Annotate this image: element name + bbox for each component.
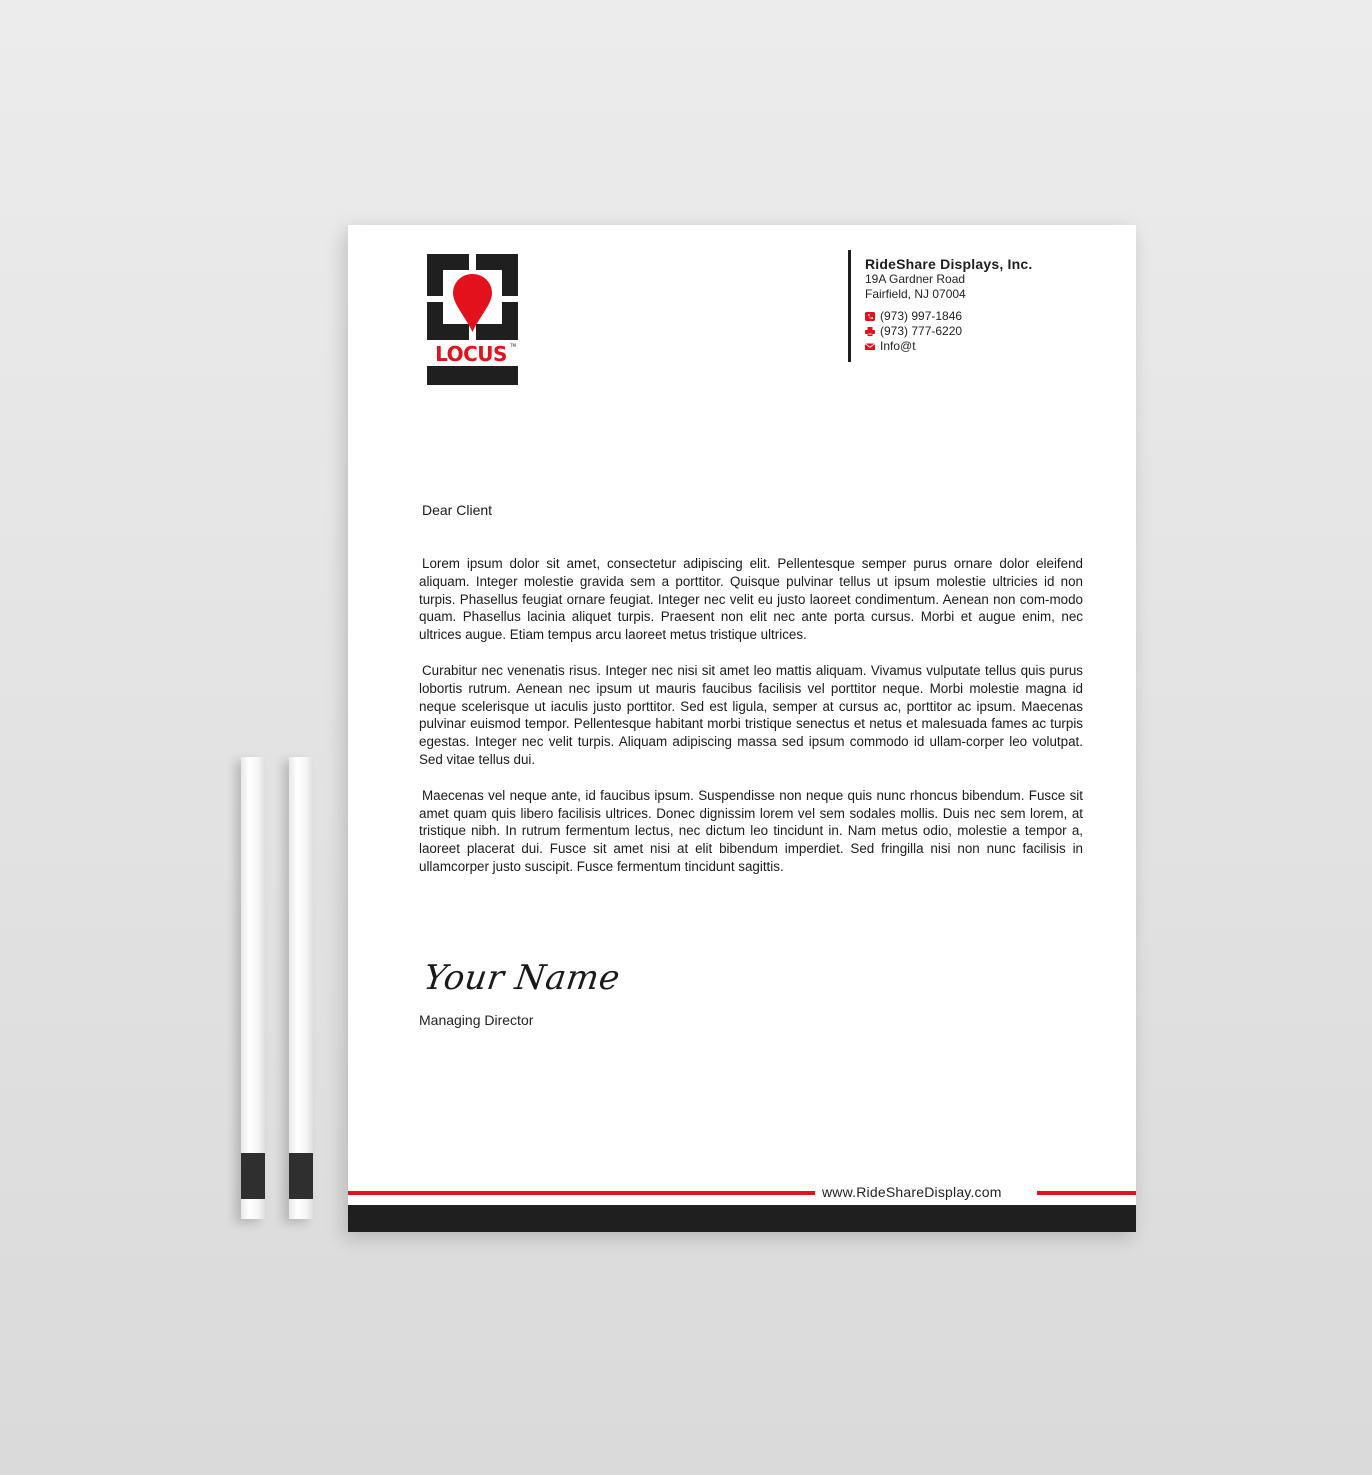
- paragraph-2: Curabitur nec venenatis risus. Integer nec nisi sit amet leo mattis aliquam. Vivamus vulputate tellus quis purus lobortis rutrum. Aenean nec ipsum ut mauris faucibus facilisis vel porttitor neque. Morbi molestie magna id neque scelerisque ut iaculis justo porttitor. Sed est ligula, semper at cursus ac, porttitor ac ipsum. Maecenas pulvinar euismod tempor. Pellentesque habitant morbi tristique senectus et netus et malesuada fames ac turpis egestas. Integer nec velit turpis. Aliquam adipiscing massa sed ipsum commodo id ullam-corper leo volutpat. Sed vitae tellus dui.: [419, 662, 1083, 767]
- fax-row: [865, 324, 1032, 339]
- map-pin-icon: [453, 274, 492, 332]
- fax-icon: [865, 327, 875, 336]
- address-line-2: Fairfield, NJ 07004: [865, 287, 966, 301]
- email-address[interactable]: Info@t: [880, 339, 916, 353]
- email-row: [865, 339, 1032, 354]
- salutation: Dear Client: [422, 502, 493, 518]
- footer-website-link[interactable]: www.RideShareDisplay.com: [822, 1184, 1002, 1200]
- signature: Your Name: [421, 958, 623, 998]
- paragraph-1: Lorem ipsum dolor sit amet, consectetur adipiscing elit. Pellentesque semper purus ornare dolor eleifend aliquam. Integer molestie gravida sem a porttitor. Quisque pulvinar tellus ut ipsum molestie ultricies id non turpis. Phasellus feugiat ornare feugiat. Integer nec velit eu justo laoreet condimentum. Aenean non com-modo quam. Phasellus lacinia aliquet turpis. Praesent non elit nec ante porta cursus. Morbi et augue enim, nec ultrices augue. Etiam tempus arcu laoreet metus tristique ultrices.: [419, 556, 1083, 643]
- phone-icon: [865, 312, 875, 321]
- svg-text:TM: TM: [510, 343, 516, 348]
- footer-red-line-right: [1037, 1191, 1136, 1195]
- pencil-band: [241, 1153, 265, 1199]
- envelope-icon: [865, 342, 875, 351]
- company-name: RideShare Displays, Inc.: [865, 256, 1033, 272]
- signature-title: Managing Director: [419, 1012, 534, 1028]
- footer-black-band: [348, 1205, 1136, 1232]
- footer-red-line-left: [348, 1191, 815, 1195]
- letterhead-page: [348, 225, 1136, 1232]
- contact-block: [848, 250, 1032, 362]
- fax-number: (973) 777-6220: [880, 324, 963, 338]
- paragraph-3: Maecenas vel neque ante, id faucibus ipsum. Suspendisse non neque quis nunc rhoncus bibendum. Fusce sit amet quam quis libero facilisis ultrices. Donec dignissim lorem vel sem sodales mollis. Duis nec sem lorem, at tristique nibh. In rutrum fermentum lectus, nec dictum leo tincidunt in. Nam metus odio, molestie a tempor a, laoreet placerat dui. Fusce sit amet nisi at elit bibendum imperdiet. Sed fringilla nisi non nunc facilisis in ullamcorper justo suscipit. Fusce fermentum tincidunt sagittis.: [419, 787, 1083, 874]
- phone-number[interactable]: (973) 997-1846: [880, 309, 963, 323]
- pencil-right: [289, 757, 313, 1219]
- phone-row: [865, 309, 1032, 324]
- locus-logo: [427, 254, 518, 385]
- svg-text:LOCUS: LOCUS: [435, 342, 507, 366]
- letter-body: [419, 555, 1083, 894]
- pencil-band: [289, 1153, 313, 1199]
- address-line-1: 19A Gardner Road: [865, 272, 966, 286]
- pencil-left: [241, 757, 265, 1219]
